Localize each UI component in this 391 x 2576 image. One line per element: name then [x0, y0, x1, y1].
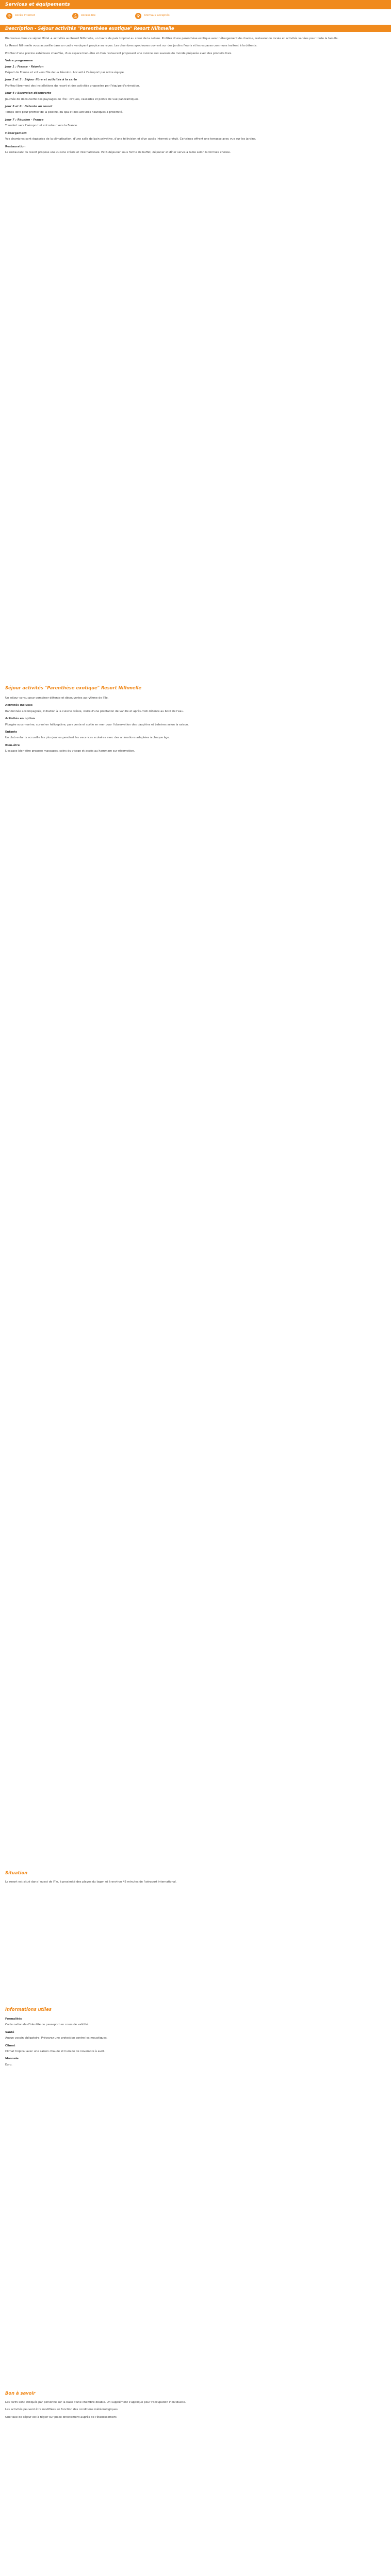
practical-text: Climat tropical avec une saison chaude et humide de novembre à avril.: [5, 2050, 105, 2054]
dining-text: Le restaurant du resort propose une cuisine créole et internationale. Petit-déjeuner sous forme de buffet, déjeuner et dîner servis à table selon la formule choisie.: [5, 150, 231, 154]
activity-group-label: Bien-être: [5, 743, 20, 747]
day-text: Profitez librement des installations du resort et des activités proposées par l'équipe d'animation.: [5, 84, 140, 88]
activities-body: [5, 697, 386, 757]
activity-group-text: Un club enfants accueille les plus jeunes pendant les vacances scolaires avec des animations adaptées à chaque âge.: [5, 736, 170, 740]
practical-label: Monnaie: [5, 2057, 19, 2061]
day-text: Journée de découverte des paysages de l'île : cirques, cascades et points de vue panoramiques.: [5, 97, 139, 101]
dining-title: Restauration: [5, 145, 26, 148]
day-label: Jour 2 et 3 : Séjour libre et activités à la carte: [5, 78, 77, 82]
description-paragraph: Profitez d'une piscine extérieure chauffée, d'un espace bien-être et d'un restaurant proposant une cuisine aux saveurs du monde préparée avec des produits frais.: [5, 52, 233, 55]
good-to-know-paragraph: Les tarifs sont indiqués par personne sur la base d'une chambre double. Un supplément s'applique pour l'occupation individuelle.: [5, 2401, 186, 2404]
activity-group-label: Activités en option: [5, 717, 35, 721]
practical-label: Formalités: [5, 2018, 22, 2021]
activity-group-text: Plongée sous-marine, survol en hélicoptère, parapente et sortie en mer pour l'observation des dauphins et baleines selon la saison.: [5, 723, 189, 726]
day-text: Temps libre pour profiter de la piscine, du spa et des activités nautiques à proximité.: [5, 111, 123, 114]
accommodation-title: Hébergement: [5, 131, 27, 135]
activity-group-label: Activités incluses: [5, 704, 33, 707]
day-label: Jour 5 et 6 : Détente au resort: [5, 105, 53, 109]
day-text: Départ de France et vol vers l'île de La Réunion. Accueil à l'aéroport par notre équipe.: [5, 71, 125, 75]
practical-title: Informations utiles: [5, 2007, 52, 2012]
service-pets-label: Animaux acceptés: [144, 14, 170, 18]
practical-label: Santé: [5, 2030, 14, 2034]
activity-group-text: L'espace bien-être propose massages, soins du visage et accès au hammam sur réservation.: [5, 750, 135, 753]
location-body: [5, 1880, 386, 1888]
pets-icon: [135, 13, 141, 19]
program-title: Votre programme: [5, 59, 33, 63]
good-to-know-paragraph: Une taxe de séjour est à régler sur place directement auprès de l'établissement.: [5, 2415, 118, 2419]
activities-intro: Un séjour conçu pour combiner détente et découvertes au rythme de l'île.: [5, 697, 109, 700]
wheelchair-icon: [72, 13, 78, 19]
location-text: Le resort est situé dans l'ouest de l'île, à proximité des plages du lagon et à environ 45 minutes de l'aéroport international.: [5, 1880, 177, 1884]
location-title: Situation: [5, 1870, 28, 1875]
service-wifi-label: Accès Internet: [15, 14, 35, 18]
good-to-know-paragraph: Les activités peuvent être modifiées en fonction des conditions météorologiques.: [5, 2408, 119, 2412]
activity-group-text: Randonnée accompagnée, initiation à la cuisine créole, visite d'une plantation de vanille et après-midi détente au bord de l'eau.: [5, 709, 184, 713]
service-accessible-label: Accessible: [81, 14, 96, 18]
day-label: Jour 7 : Réunion - France: [5, 118, 44, 122]
description-paragraph: Bienvenue dans ce séjour Hôtel + activités au Resort Nilhmelle, un havre de paix tropical au cœur de la nature. Profitez d'une parenthèse exotique avec hébergement de charme, restauration locale et activités variées pour toute la famille.: [5, 37, 339, 40]
good-to-know-title: Bon à savoir: [5, 2391, 36, 2396]
good-to-know-body: [5, 2401, 386, 2423]
practical-label: Climat: [5, 2044, 15, 2047]
description-paragraph: Le Resort Nilhmelle vous accueille dans un cadre verdoyant propice au repos. Les chambres spacieuses ouvrent sur des jardins fleuris et les espaces communs invitent à la détente.: [5, 44, 257, 48]
service-pets: [135, 13, 170, 20]
wifi-icon: [6, 13, 12, 19]
day-text: Transfert vers l'aéroport et vol retour vers la France.: [5, 124, 78, 128]
practical-body: [5, 2018, 386, 2071]
accommodation-text: Vos chambres sont équipées de la climatisation, d'une salle de bain privative, d'une télévision et d'un accès Internet gratuit. Certaines offrent une terrasse avec vue sur les jardins.: [5, 138, 256, 141]
service-accessible: [72, 13, 95, 20]
services-header: [0, 0, 391, 9]
services-bar: [0, 9, 391, 25]
activity-group-label: Enfants: [5, 731, 18, 734]
service-wifi: [6, 13, 35, 20]
description-body: [5, 37, 386, 158]
practical-text: Euro.: [5, 2063, 12, 2066]
practical-text: Aucun vaccin obligatoire. Prévoyez une protection contre les moustiques.: [5, 2037, 108, 2040]
description-title: Description - Séjour activités "Parenthèse exotique" Resort Nilhmelle: [5, 26, 174, 31]
description-header: [0, 25, 391, 32]
services-title: Services et équipements: [5, 2, 70, 7]
day-label: Jour 1 : France - Réunion: [5, 65, 44, 69]
practical-text: Carte nationale d'identité ou passeport en cours de validité.: [5, 2023, 89, 2027]
day-label: Jour 4 : Excursion découverte: [5, 92, 52, 95]
activities-title: Séjour activités "Parenthèse exotique" Resort Nilhmelle: [5, 685, 142, 690]
